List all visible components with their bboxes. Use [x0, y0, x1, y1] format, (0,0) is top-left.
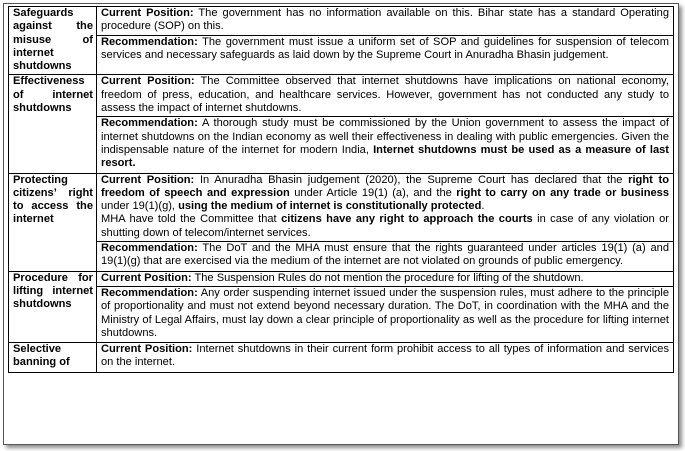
current-position-label: Current Position: — [101, 271, 192, 284]
table-row — [9, 343, 674, 373]
current-position-label: Current Position: — [101, 173, 195, 186]
content-cell — [97, 343, 674, 373]
topic-cell: Procedure for lifting internet shutdowns — [9, 271, 97, 342]
bold-run: citizens have any right to approach the courts — [281, 213, 533, 226]
table-row — [9, 75, 674, 173]
current-position-text: The government has no information available on this. Bihar state has a standard Operating procedure (SOP) on this. — [101, 7, 669, 33]
recommendation — [97, 242, 673, 270]
content-cell — [97, 173, 674, 271]
bold-run: using the medium of internet is constitutionally protected — [178, 200, 482, 213]
current-position-text: Internet shutdowns in their current form prohibit access to all types of information and services on the internet. — [101, 343, 669, 369]
current-position-label: Current Position: — [101, 75, 195, 88]
recommendation — [97, 117, 673, 171]
recommendation — [97, 287, 673, 341]
text-run: . — [481, 200, 485, 213]
text-run: in case of any violation or shutting down of telecom/internet services. — [101, 213, 669, 239]
text-run: In Anuradha Bhasin judgement (2020), the Supreme Court has declared that the — [194, 173, 629, 186]
mha-paragraph — [101, 213, 669, 240]
recommendation-text: Any order suspending internet issued under the suspension rules, must adhere to the principle of proportionality and must not extend beyond necessary duration. The DoT, in coordination with the MHA and the Ministry of Legal Affairs, must lay down a clear principle of proportionality as well as the procedure for lifting internet shutdowns. — [101, 286, 669, 339]
text-run: under 19(1)( — [101, 200, 163, 213]
recommendation-bold-text: Internet shutdowns must be used as a measure of last resort. — [101, 143, 669, 170]
current-position — [97, 343, 673, 371]
recommendation — [97, 36, 673, 64]
table-row — [9, 7, 674, 75]
recommendation-label: Recommendation: — [101, 35, 198, 48]
recommendation-text: A thorough study must be commissioned by the Union government to assess the impact of internet shutdowns on the Indian economy as well their effectiveness in dealing with public emergencies. Given the indispensable nature of the internet for modern India, — [101, 117, 669, 156]
current-position-label: Current Position: — [101, 343, 193, 356]
recommendation-label: Recommendation: — [101, 286, 198, 299]
table-row — [9, 271, 674, 342]
underlined-run: g — [162, 200, 169, 213]
text-run: under Article 19(1) (a), and the — [289, 186, 457, 199]
current-position — [97, 272, 673, 287]
recommendation-label: Recommendation: — [101, 242, 198, 255]
current-position-text: The Suspension Rules do not mention the procedure for lifting of the shutdown. — [191, 271, 584, 284]
recommendation-label: Recommendation: — [101, 117, 198, 130]
current-position-text: The Committee observed that internet shutdowns have implications on national economy, freedom of press, education, and healthcare services. However, government has not conducted any study to assess the impact of internet shutdowns. — [101, 75, 669, 115]
document-frame — [3, 3, 679, 445]
recommendations-table — [8, 6, 674, 373]
content-cell — [97, 271, 674, 342]
table-row — [9, 173, 674, 271]
content-cell — [97, 7, 674, 75]
current-position — [97, 75, 673, 117]
current-position-label: Current Position: — [101, 7, 194, 19]
current-position — [97, 7, 673, 36]
recommendation-text: The government must issue a uniform set of SOP and guidelines for suspension of telecom services and necessary safeguards as laid down by the Supreme Court in Anuradha Bhasin judgement. — [101, 35, 669, 61]
current-position — [97, 174, 673, 242]
content-cell — [97, 75, 674, 173]
text-run: ) that are exercised via the medium of the internet are not violated on grounds of public emergency. — [136, 255, 624, 268]
current-position-paragraph — [101, 174, 669, 214]
underlined-run: g — [130, 255, 137, 268]
bold-run: right to freedom of speech and expression — [101, 173, 669, 199]
text-run: The DoT and the MHA must ensure that the rights guaranteed under articles 19(1) (a) and 19(1)( — [101, 242, 669, 268]
topic-cell: Effectiveness of internet shutdowns — [9, 75, 97, 173]
bold-run: right to carry on any trade or business — [456, 186, 669, 199]
topic-cell: Protecting citizens’ right to access the internet — [9, 173, 97, 271]
text-run: ), — [168, 200, 179, 213]
text-run: MHA have told the Committee that — [101, 213, 282, 226]
topic-cell: Selective banning of — [9, 343, 97, 373]
topic-cell: Safeguards against the misuse of internet shutdowns — [9, 7, 97, 75]
